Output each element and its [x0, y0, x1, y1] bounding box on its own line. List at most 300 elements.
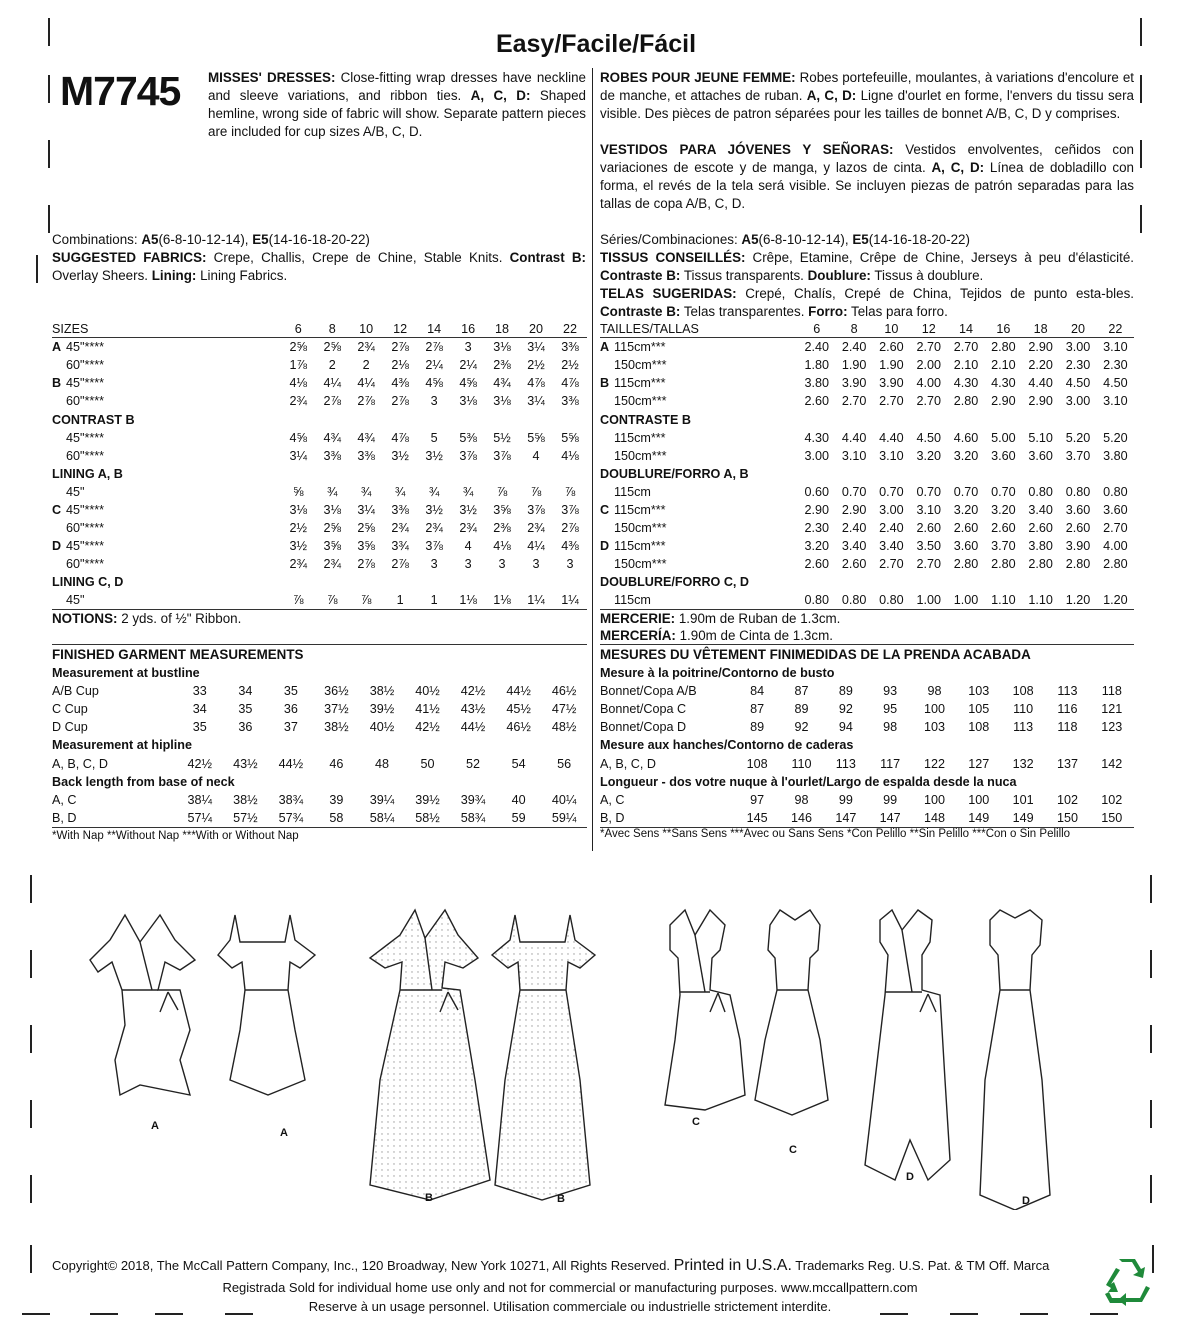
yardage-cell: 3.70	[1065, 448, 1091, 463]
yardage-cell: 3.60	[1103, 502, 1128, 517]
measurement-cell: 59	[511, 810, 526, 825]
measurement-cell: 46½	[551, 684, 577, 699]
yardage-cell: 0.70	[916, 484, 941, 499]
en-description: MISSES' DRESSES: Close-fitting wrap dresses have neckline and sleeve variations, and ribbon ties. A, C, D: Shaped hemline, wrong side of fabric will show. Separate pattern pieces are included for cup sizes A/B, C, D.	[208, 70, 586, 139]
measurement-cell: 52	[466, 756, 481, 771]
yardage-cell: 5⅝	[527, 430, 545, 445]
yardage-cell: 2⅜	[493, 521, 511, 536]
table-row	[600, 483, 1134, 501]
yardage-cell: 3.10	[841, 448, 867, 463]
size-header: 12	[393, 322, 408, 337]
fabric-width: 45"****	[66, 539, 105, 554]
yardage-cell: 2⅝	[323, 521, 341, 536]
view-letter	[600, 591, 614, 609]
measurement-cell: 54	[511, 756, 526, 771]
measurement-cell: 113	[1013, 720, 1034, 735]
size-header: 6	[813, 322, 821, 337]
measurement-cell: 103	[968, 684, 990, 699]
fabric-width: 60"****	[66, 557, 105, 572]
table-row	[600, 573, 1134, 591]
fabric-width: 45"****	[66, 502, 105, 517]
measurement-cell: 42½	[415, 720, 440, 735]
view-letter	[52, 591, 66, 609]
yardage-cell: 2⅞	[391, 557, 409, 572]
measurement-cell: 87	[794, 684, 809, 699]
fr-footnote: *Avec Sens **Sans Sens ***Avec ou Sans Sens *Con Pelillo **Sin Pelillo ***Con o Sin Pelillo	[600, 828, 1071, 840]
table-row	[600, 392, 1134, 410]
yardage-cell: 2¾	[391, 521, 409, 536]
yardage-cell: 3¼	[527, 340, 545, 355]
yardage-cell: 2⅞	[391, 340, 409, 355]
measurement-cell: 58½	[415, 810, 440, 825]
yardage-cell: 2¾	[289, 394, 307, 409]
measurement-cell: 122	[923, 756, 945, 771]
fabric-width: 150cm***	[614, 358, 667, 373]
measurement-label: A, B, C, D	[52, 756, 108, 771]
yardage-cell: 4⅞	[527, 376, 545, 391]
yardage-cell: 2¾	[289, 557, 307, 572]
yardage-cell: 2.80	[1065, 557, 1091, 572]
table-row	[52, 791, 587, 809]
fabric-width: 150cm***	[614, 557, 667, 572]
measurement-cell: 98	[883, 720, 898, 735]
view-letter	[52, 519, 66, 537]
yardage-cell: 3.80	[1103, 448, 1128, 463]
yardage-cell: 2⅞	[561, 521, 579, 536]
yardage-cell: 4¼	[323, 376, 341, 391]
measurement-cell: 35	[192, 720, 207, 735]
measurement-cell: 59¼	[551, 810, 577, 825]
measurement-cell: 123	[1101, 720, 1123, 735]
yardage-cell: 2.70	[916, 340, 941, 355]
yardage-cell: 3.20	[953, 448, 979, 463]
yardage-cell: 3⅜	[357, 448, 375, 463]
view-letter: D	[52, 539, 62, 554]
measurement-cell: 149	[968, 810, 990, 825]
yardage-cell: 2.40	[841, 521, 867, 536]
table-row	[600, 338, 1134, 356]
yardage-cell: 3⅞	[527, 502, 545, 517]
measurement-heading: Mesure à la poitrine/Contorno de busto	[600, 666, 835, 681]
yardage-cell: 2⅝	[357, 521, 375, 536]
yardage-cell: 2.00	[916, 358, 941, 373]
measurement-cell: 38¼	[187, 792, 213, 807]
yardage-cell: 3½	[289, 539, 307, 554]
measurement-cell: 40½	[415, 684, 440, 699]
view-letter	[52, 447, 66, 465]
yardage-cell: 1.00	[916, 593, 941, 608]
en-notions: NOTIONS: 2 yds. of ½" Ribbon.	[52, 611, 242, 626]
measurement-cell: 36	[283, 702, 298, 717]
fabric-width: 115cm***	[614, 430, 666, 445]
view-letter	[600, 429, 614, 447]
yardage-cell: 3.00	[1065, 340, 1091, 355]
yardage-cell: 3.20	[804, 539, 830, 554]
yardage-cell: 4⅝	[425, 376, 443, 391]
column-divider	[592, 68, 593, 851]
rule	[52, 827, 587, 828]
yardage-cell: 1.20	[1065, 593, 1091, 608]
measurement-cell: 146	[790, 810, 812, 825]
yardage-cell: 2.30	[804, 521, 830, 536]
yardage-cell: 2.90	[804, 502, 830, 517]
view-letter	[600, 519, 614, 537]
table-row	[52, 338, 587, 356]
measurement-cell: 45½	[506, 702, 531, 717]
measurement-label: Bonnet/Copa A/B	[600, 684, 697, 699]
measurement-cell: 39¼	[369, 792, 395, 807]
yardage-cell: 2⅞	[357, 557, 375, 572]
yardage-cell: 3.00	[1065, 394, 1091, 409]
measurement-cell: 93	[883, 684, 898, 699]
yardage-cell: 4.30	[991, 376, 1016, 391]
yardage-cell: 2.60	[804, 557, 830, 572]
yardage-cell: 0.80	[841, 593, 867, 608]
yardage-cell: 3.40	[1028, 502, 1053, 517]
view-label-b: B	[425, 1192, 433, 1204]
yardage-cell: 3⅜	[391, 502, 409, 517]
size-header: 20	[1070, 322, 1085, 337]
yardage-cell: 4⅛	[493, 539, 511, 554]
view-d-front-drawing	[865, 910, 950, 1180]
yardage-cell: 0.70	[879, 484, 904, 499]
yardage-cell: 4⅞	[561, 376, 579, 391]
table-row	[52, 700, 587, 718]
table-row	[600, 773, 1134, 791]
yardage-cell: 2.60	[1028, 521, 1053, 536]
yardage-cell: 3.10	[879, 448, 904, 463]
measurement-cell: 118	[1057, 720, 1078, 735]
table-row	[52, 392, 587, 410]
fr-finished-heading: MESURES DU VÊTEMENT FINIMEDIDAS DE LA PRENDA ACABADA	[600, 647, 1031, 662]
yardage-cell: 0.80	[1065, 484, 1091, 499]
yardage-cell: 4.30	[953, 376, 979, 391]
fabric-width: 150cm***	[614, 394, 667, 409]
table-row	[52, 447, 587, 465]
table-row	[52, 429, 587, 447]
yardage-cell: 3½	[425, 502, 443, 517]
view-b-front-drawing	[370, 910, 490, 1200]
yardage-cell: 4.50	[1103, 376, 1128, 391]
table-row	[600, 374, 1134, 392]
pattern-number: M7745	[60, 68, 181, 114]
measurement-cell: 110	[791, 756, 812, 771]
yardage-cell: 2¾	[357, 340, 375, 355]
yardage-cell: 2.10	[953, 358, 979, 373]
yardage-cell: 2.70	[879, 557, 904, 572]
yardage-cell: 2.90	[1028, 394, 1053, 409]
yardage-cell: 4.50	[916, 430, 941, 445]
size-header: 16	[461, 322, 476, 337]
table-row	[52, 718, 587, 736]
sizes-header-label: TAILLES/TALLAS	[600, 322, 699, 337]
fabric-width: 45"****	[66, 340, 105, 355]
yardage-cell: 5⅝	[561, 430, 579, 445]
yardage-cell: 5⅜	[459, 430, 477, 445]
size-header: 6	[294, 322, 302, 337]
measurement-label: C Cup	[52, 702, 88, 717]
yardage-cell: 4.40	[1028, 376, 1053, 391]
yardage-cell: ⅞	[360, 593, 372, 608]
yardage-cell: 2.30	[1103, 358, 1128, 373]
yardage-cell: 3⅝	[323, 539, 341, 554]
yardage-cell: 2.60	[879, 340, 904, 355]
measurement-cell: 113	[835, 756, 856, 771]
fabric-width: 115cm***	[614, 502, 666, 517]
size-header: 10	[884, 322, 899, 337]
section-heading: DOUBLURE/FORRO A, B	[600, 466, 749, 481]
yardage-cell: 4¾	[357, 430, 375, 445]
fr-finished-table	[600, 664, 1134, 827]
es-fabrics: TELAS SUGERIDAS: Crepé, Chalís, Crepé de China, Tejidos de punto esta-bles. Contraste B: Telas transparentes. Forro: Telas para forro.	[600, 286, 1135, 319]
view-letter: A	[52, 340, 62, 355]
size-header: 8	[850, 322, 858, 337]
measurement-cell: 105	[968, 702, 990, 717]
measurement-cell: 44½	[506, 684, 531, 699]
measurement-cell: 46	[329, 756, 344, 771]
measurement-cell: 40	[511, 792, 526, 807]
yardage-cell: 3⅛	[493, 394, 511, 409]
table-row	[52, 591, 587, 609]
table-row	[600, 429, 1134, 447]
yardage-cell: 2.70	[953, 340, 979, 355]
yardage-cell: 4	[464, 539, 472, 554]
size-header: 18	[1033, 322, 1048, 337]
measurement-cell: 50	[420, 756, 435, 771]
table-row	[52, 682, 587, 700]
yardage-cell: 0.80	[804, 593, 830, 608]
yardage-cell: 4¾	[493, 376, 511, 391]
measurement-cell: 98	[794, 792, 809, 807]
measurement-label: Bonnet/Copa C	[600, 702, 687, 717]
yardage-cell: 3.60	[953, 539, 979, 554]
yardage-cell: 1.10	[1028, 593, 1053, 608]
measurement-cell: 116	[1057, 702, 1078, 717]
measurement-cell: 89	[750, 720, 765, 735]
yardage-cell: 2	[328, 358, 336, 373]
section-heading: LINING A, B	[52, 466, 123, 481]
measurement-cell: 150	[1101, 810, 1123, 825]
yardage-cell: 1.00	[953, 593, 979, 608]
table-row	[52, 664, 587, 682]
dress-views-illustration	[80, 880, 1090, 1210]
yardage-cell: 1.90	[879, 358, 904, 373]
en-footnote: *With Nap **Without Nap ***With or Without Nap	[52, 830, 299, 842]
yardage-cell: 3⅞	[561, 502, 579, 517]
yardage-cell: 5.00	[991, 430, 1016, 445]
measurement-cell: 108	[968, 720, 990, 735]
measurement-cell: 113	[1057, 684, 1078, 699]
view-label-a-back: A	[280, 1127, 288, 1139]
measurement-cell: 98	[927, 684, 942, 699]
yardage-cell: 2¾	[323, 557, 341, 572]
measurement-cell: 40¼	[551, 792, 577, 807]
fabric-width: 45"****	[66, 430, 105, 445]
measurement-cell: 43½	[233, 756, 258, 771]
measurement-cell: 47½	[551, 702, 577, 717]
measurement-cell: 89	[838, 684, 853, 699]
yardage-cell: 2.20	[1028, 358, 1053, 373]
yardage-cell: 2.90	[841, 502, 867, 517]
view-b-back-drawing	[492, 915, 595, 1200]
yardage-cell: 3	[464, 557, 472, 572]
table-row	[600, 519, 1134, 537]
yardage-cell: 3⅝	[357, 539, 375, 554]
fabric-width: 115cm***	[614, 376, 666, 391]
yardage-cell: 3.80	[1028, 539, 1053, 554]
table-row	[600, 356, 1134, 374]
measurement-cell: 58¼	[369, 810, 395, 825]
measurement-cell: 43½	[460, 702, 486, 717]
measurement-cell: 92	[794, 720, 809, 735]
table-row	[52, 519, 587, 537]
table-row	[600, 410, 1134, 428]
measurement-cell: 58	[329, 810, 344, 825]
yardage-cell: 3.90	[841, 376, 867, 391]
measurement-cell: 41½	[415, 702, 440, 717]
yardage-cell: 3.00	[879, 502, 904, 517]
section-heading: CONTRAST B	[52, 412, 135, 427]
measurement-cell: 99	[838, 792, 853, 807]
yardage-cell: 2.90	[991, 394, 1016, 409]
yardage-cell: 1.80	[804, 358, 830, 373]
yardage-cell: 1¼	[527, 593, 545, 608]
yardage-cell: 2¾	[459, 521, 477, 536]
yardage-cell: 1⅞	[289, 358, 307, 373]
fabric-width: 60"****	[66, 448, 105, 463]
fabric-width: 115cm	[614, 484, 651, 499]
yardage-cell: ⅞	[326, 593, 338, 608]
rule	[600, 337, 1134, 338]
yardage-cell: ¾	[462, 484, 474, 499]
measurement-cell: 100	[923, 792, 945, 807]
fr-notions: MERCERIE: 1.90m de Ruban de 1.3cm.	[600, 611, 841, 626]
table-row	[600, 591, 1134, 609]
section-heading: DOUBLURE/FORRO C, D	[600, 575, 750, 590]
yardage-cell: 2⅜	[493, 358, 511, 373]
yardage-cell: 2.80	[991, 557, 1016, 572]
yardage-cell: 2.70	[879, 394, 904, 409]
yardage-cell: 5.20	[1103, 430, 1128, 445]
measurement-cell: 57¼	[187, 810, 213, 825]
table-row	[600, 664, 1134, 682]
yardage-cell: 5.10	[1028, 430, 1053, 445]
table-row	[52, 555, 587, 573]
yardage-cell: 0.80	[879, 593, 904, 608]
size-header: 20	[529, 322, 544, 337]
measurement-cell: 150	[1056, 810, 1078, 825]
size-header: 22	[1108, 322, 1123, 337]
footer-use-notice: Registrada Sold for individual home use only and not for commercial or manufacturing purposes. www.mccallpattern.com	[222, 1280, 918, 1295]
yardage-cell: 3¼	[289, 448, 307, 463]
yardage-cell: 2½	[561, 358, 579, 373]
yardage-cell: 0.60	[804, 484, 830, 499]
measurement-cell: 149	[1012, 810, 1034, 825]
yardage-cell: 3¾	[391, 539, 409, 554]
fr-description: ROBES POUR JEUNE FEMME: Robes portefeuille, moulantes, à variations d'encolure et de manche, et attaches de ruban. A, C, D: Ligne d'ourlet en forme, l'envers du tissu sera visible. Des pièces de patron séparées pour les tailles de bonnet A/B, C, D y comprises.	[600, 70, 1134, 121]
measurement-cell: 121	[1101, 702, 1123, 717]
measurement-label: A, C	[600, 792, 625, 807]
yardage-cell: 3⅜	[561, 394, 579, 409]
fabric-width: 60"****	[66, 358, 105, 373]
table-row	[600, 682, 1134, 700]
fabric-width: 150cm***	[614, 521, 667, 536]
measurement-cell: 57½	[233, 810, 258, 825]
es-description: VESTIDOS PARA JÓVENES Y SEÑORAS: Vestidos envolventes, ceñidos con variaciones de escote y de manga, y lazos de cinta. A, C, D: Línea de dobladillo con forma, el revés de la tela será visible. Se incluyen piezas de patrón separadas para las tallas de copa A/B, C, D.	[600, 142, 1134, 211]
en-finished-heading: FINISHED GARMENT MEASUREMENTS	[52, 647, 304, 662]
yardage-cell: 3.40	[879, 539, 904, 554]
en-yardage-table	[52, 320, 587, 610]
size-header: 14	[959, 322, 974, 337]
measurement-cell: 117	[880, 756, 901, 771]
measurement-cell: 99	[883, 792, 898, 807]
measurement-cell: 87	[750, 702, 765, 717]
table-row	[52, 809, 587, 827]
yardage-cell: 4⅜	[391, 376, 409, 391]
yardage-cell: 4.60	[953, 430, 979, 445]
measurement-cell: 36	[238, 720, 253, 735]
yardage-cell: 3⅝	[493, 502, 511, 517]
yardage-cell: 5½	[493, 430, 511, 445]
yardage-cell: ⅞	[564, 484, 576, 499]
yardage-cell: 2⅞	[391, 394, 409, 409]
view-letter: A	[600, 340, 610, 355]
measurement-cell: 48	[374, 756, 389, 771]
yardage-cell: 2⅛	[391, 358, 409, 373]
measurement-cell: 100	[923, 702, 945, 717]
yardage-cell: 2.60	[916, 521, 941, 536]
yardage-cell: 3⅞	[459, 448, 477, 463]
table-row	[52, 754, 587, 772]
yardage-cell: 4¾	[323, 430, 341, 445]
fabric-width: 60"****	[66, 394, 105, 409]
yardage-cell: ¾	[326, 484, 338, 499]
measurement-cell: 95	[883, 702, 898, 717]
table-row	[600, 791, 1134, 809]
measurement-label: B, D	[52, 810, 77, 825]
yardage-cell: 2.40	[804, 340, 830, 355]
view-label-c: C	[692, 1116, 700, 1128]
measurement-cell: 34	[238, 684, 253, 699]
measurement-cell: 84	[750, 684, 765, 699]
yardage-cell: 1⅛	[493, 593, 511, 608]
yardage-cell: 1.20	[1103, 593, 1128, 608]
view-label-d-back: D	[1022, 1195, 1030, 1207]
yardage-cell: 2¾	[425, 521, 443, 536]
yardage-cell: 4.50	[1065, 376, 1091, 391]
measurement-cell: 100	[968, 792, 990, 807]
yardage-cell: 3⅜	[323, 448, 341, 463]
yardage-cell: 3½	[425, 448, 443, 463]
yardage-cell: 2.60	[1065, 521, 1091, 536]
measurement-cell: 39	[329, 792, 344, 807]
measurement-cell: 108	[746, 756, 768, 771]
size-header: 18	[495, 322, 510, 337]
view-letter	[600, 392, 614, 410]
view-label-d: D	[906, 1171, 914, 1183]
size-header: 8	[328, 322, 336, 337]
measurement-cell: 110	[1013, 702, 1034, 717]
yardage-cell: ⅞	[530, 484, 542, 499]
yardage-cell: 3	[464, 340, 472, 355]
yardage-cell: ¾	[360, 484, 372, 499]
yardage-cell: ¾	[428, 484, 440, 499]
yardage-cell: 4	[532, 448, 540, 463]
table-row	[600, 465, 1134, 483]
yardage-cell: 3.20	[953, 502, 979, 517]
fabric-width: 45"	[66, 484, 85, 499]
measurement-cell: 103	[923, 720, 945, 735]
